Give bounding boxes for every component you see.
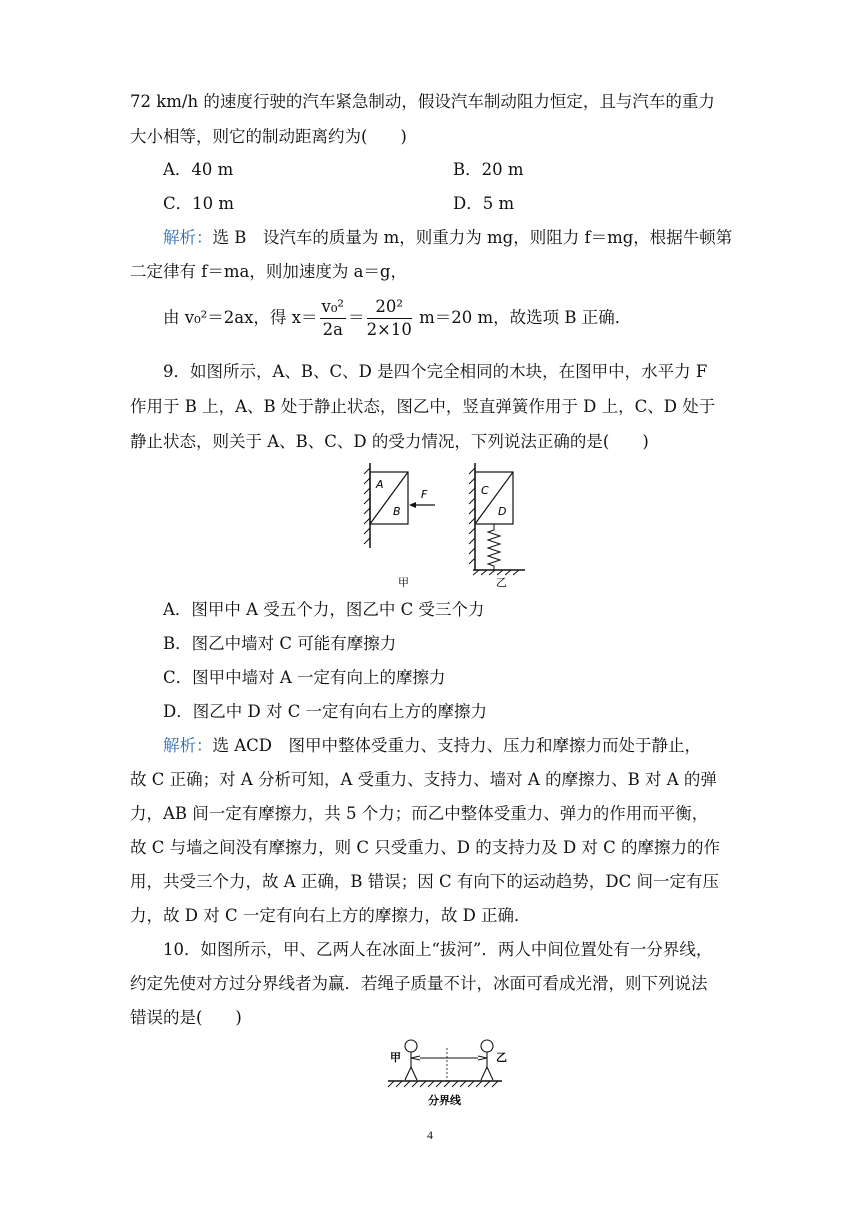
person-jia bbox=[405, 1040, 420, 1080]
q8-option-d: D．5 m bbox=[453, 194, 515, 213]
q8-analysis-text1: 选 B 设汽车的质量为 m，则重力为 mg，则阻力 f＝mg，根据牛顿第 bbox=[212, 228, 733, 247]
q9-option-b: B．图乙中墙对 C 可能有摩擦力 bbox=[163, 634, 397, 653]
caption-jia: 甲 bbox=[398, 576, 409, 589]
label-f: F bbox=[421, 488, 428, 501]
label-d: D bbox=[498, 505, 507, 518]
q8-formula bbox=[163, 296, 631, 341]
formula-equals: ＝ bbox=[348, 308, 365, 327]
q9-option-c: C．图甲中墙对 A 一定有向上的摩擦力 bbox=[163, 668, 446, 687]
q8-line2: 大小相等，则它的制动距离约为( ) bbox=[130, 127, 407, 146]
fraction-2-denominator: 2×10 bbox=[366, 320, 412, 339]
q8-line1: 72 km/h 的速度行驶的汽车紧急制动，假设汽车制动阻力恒定，且与汽车的重力 bbox=[130, 92, 715, 111]
fraction-1 bbox=[320, 296, 347, 341]
label-jia: 甲 bbox=[390, 1051, 401, 1064]
q9-figure bbox=[355, 460, 535, 590]
q9-line1: 9．如图所示，A、B、C、D 是四个完全相同的木块，在图甲中，水平力 F bbox=[163, 362, 708, 381]
label-a: A bbox=[376, 478, 384, 491]
q9-option-d: D．图乙中 D 对 C 一定有向右上方的摩擦力 bbox=[163, 702, 488, 721]
fraction-2-numerator: 20² bbox=[367, 296, 412, 319]
q9-analysis-line3: 力，AB 间一定有摩擦力，共 5 个力；而乙中整体受重力、弹力的作用而平衡， bbox=[130, 804, 709, 823]
q9-line3: 静止状态，则关于 A、B、C、D 的受力情况，下列说法正确的是( ) bbox=[130, 432, 649, 451]
q10-figure bbox=[370, 1036, 520, 1108]
formula-prefix: 由 v₀²＝2ax，得 x＝ bbox=[163, 308, 318, 327]
q8-analysis-line1 bbox=[163, 226, 732, 250]
q10-line2: 约定先使对方过分界线者为赢．若绳子质量不计，冰面可看成光滑，则下列说法 bbox=[130, 974, 708, 993]
spring bbox=[488, 524, 500, 570]
q8-analysis-label: 解析： bbox=[163, 228, 213, 247]
q9-analysis-line1 bbox=[163, 734, 701, 758]
q9-analysis-line4: 故 C 与墙之间没有摩擦力，则 C 只受重力、D 的支持力及 D 对 C 的摩擦力的作 bbox=[130, 838, 721, 857]
q8-option-b: B．20 m bbox=[453, 160, 524, 179]
q9-analysis-label: 解析： bbox=[163, 736, 213, 755]
fraction-2 bbox=[367, 296, 412, 341]
person-yi bbox=[478, 1040, 493, 1080]
q9-analysis-line6: 力，故 D 对 C 一定有向右上方的摩擦力，故 D 正确． bbox=[130, 906, 531, 925]
q10-line3: 错误的是( ) bbox=[130, 1008, 242, 1027]
label-yi: 乙 bbox=[496, 1051, 507, 1064]
caption-yi: 乙 bbox=[496, 576, 507, 589]
q9-line2: 作用于 B 上，A、B 处于静止状态，图乙中，竖直弹簧作用于 D 上，C、D 处于 bbox=[130, 397, 716, 416]
caption-divider: 分界线 bbox=[428, 1094, 461, 1107]
fraction-1-numerator: v₀² bbox=[320, 296, 347, 319]
q9-analysis-text1: 选 ACD 图甲中整体受重力、支持力、压力和摩擦力而处于静止， bbox=[212, 736, 702, 755]
label-c: C bbox=[481, 484, 489, 497]
label-b: B bbox=[393, 505, 401, 518]
q9-option-a: A．图甲中 A 受五个力，图乙中 C 受三个力 bbox=[163, 600, 485, 619]
q9-analysis-line5: 用，共受三个力，故 A 正确，B 错误；因 C 有向下的运动趋势，DC 间一定有压 bbox=[130, 872, 719, 891]
q8-option-a: A．40 m bbox=[163, 160, 234, 179]
q8-option-c: C．10 m bbox=[163, 194, 235, 213]
q10-line1: 10．如图所示，甲、乙两人在冰面上“拔河”．两人中间位置处有一分界线， bbox=[163, 940, 713, 959]
formula-suffix: m＝20 m，故选项 B 正确． bbox=[413, 308, 632, 327]
page-number: 4 bbox=[427, 1128, 433, 1142]
q9-analysis-line2: 故 C 正确；对 A 分析可知，A 受重力、支持力、墙对 A 的摩擦力、B 对 A 的弹 bbox=[130, 770, 717, 789]
q8-analysis-line2: 二定律有 f＝ma，则加速度为 a＝g， bbox=[130, 262, 407, 281]
fraction-1-denominator: 2a bbox=[322, 320, 343, 339]
